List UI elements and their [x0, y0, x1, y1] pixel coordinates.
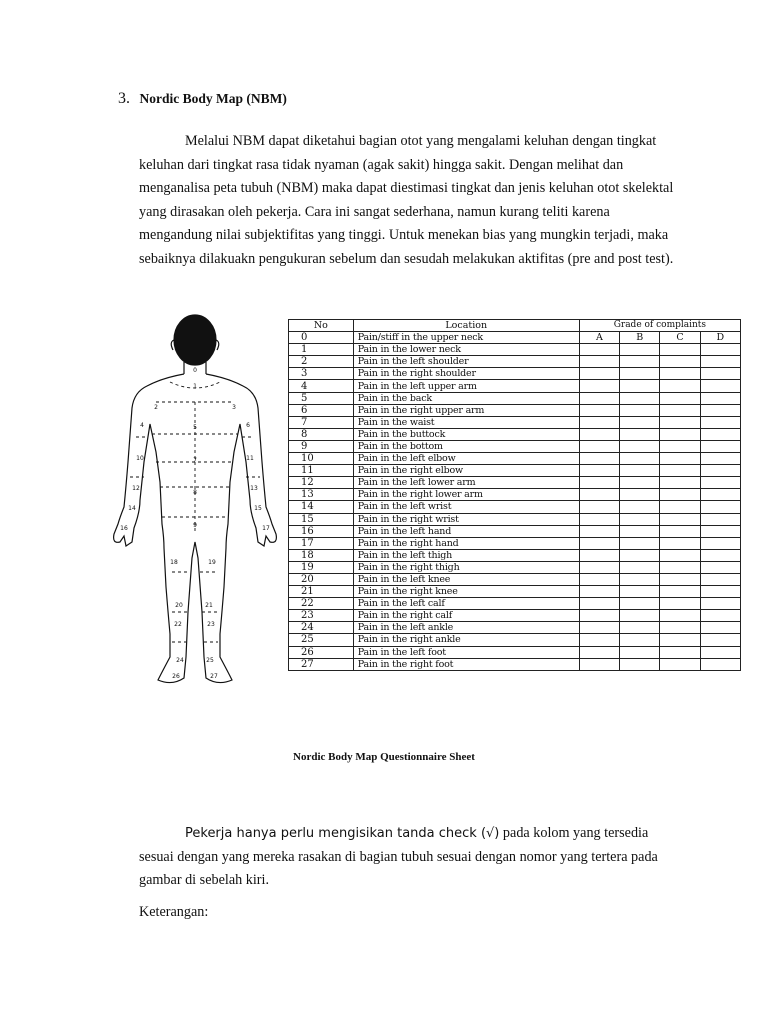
row-location: Pain in the lower neck — [353, 344, 579, 356]
row-location: Pain/stiff in the upper neck — [353, 332, 579, 344]
row-number: 9 — [289, 440, 354, 452]
grade-checkbox-cell[interactable] — [700, 489, 740, 501]
region-label-9: 9 — [193, 522, 197, 529]
region-label-7: 7 — [193, 457, 197, 464]
grade-checkbox-cell[interactable] — [579, 428, 619, 440]
table-row — [289, 525, 741, 537]
row-number: 0 — [289, 332, 354, 344]
grade-checkbox-cell[interactable] — [700, 344, 740, 356]
grade-checkbox-cell[interactable] — [579, 646, 619, 658]
row-location: Pain in the right wrist — [353, 513, 579, 525]
grade-checkbox-cell[interactable] — [579, 489, 619, 501]
grade-checkbox-cell[interactable] — [660, 513, 700, 525]
table-row — [289, 428, 741, 440]
grade-checkbox-cell[interactable] — [660, 634, 700, 646]
table-header-row — [289, 320, 741, 332]
row-number: 16 — [289, 525, 354, 537]
grade-checkbox-cell[interactable] — [660, 573, 700, 585]
region-label-1: 1 — [193, 383, 197, 390]
grade-checkbox-cell[interactable] — [579, 416, 619, 428]
row-number: 11 — [289, 465, 354, 477]
grade-checkbox-cell[interactable] — [620, 489, 660, 501]
grade-checkbox-cell[interactable] — [700, 549, 740, 561]
table-row — [289, 416, 741, 428]
header-no: No — [289, 320, 354, 332]
grade-checkbox-cell[interactable] — [579, 634, 619, 646]
table-row — [289, 453, 741, 465]
row-number: 24 — [289, 622, 354, 634]
table-row — [289, 658, 741, 670]
grade-checkbox-cell[interactable] — [620, 586, 660, 598]
grade-checkbox-cell[interactable] — [700, 513, 740, 525]
grade-checkbox-cell[interactable] — [660, 525, 700, 537]
section-heading — [118, 90, 287, 108]
grade-checkbox-cell[interactable] — [620, 344, 660, 356]
grade-checkbox-cell[interactable] — [660, 368, 700, 380]
grade-checkbox-cell[interactable] — [620, 513, 660, 525]
grade-checkbox-cell[interactable] — [620, 356, 660, 368]
table-row — [289, 356, 741, 368]
grade-checkbox-cell[interactable] — [620, 392, 660, 404]
grade-column-b: B — [620, 332, 660, 344]
grade-checkbox-cell[interactable] — [700, 622, 740, 634]
row-number: 7 — [289, 416, 354, 428]
row-number: 8 — [289, 428, 354, 440]
nbm-questionnaire-table — [288, 319, 741, 671]
region-label-6: 6 — [246, 422, 250, 429]
grade-checkbox-cell[interactable] — [579, 440, 619, 452]
table-row — [289, 489, 741, 501]
row-location: Pain in the right calf — [353, 610, 579, 622]
row-number: 18 — [289, 549, 354, 561]
row-number: 17 — [289, 537, 354, 549]
grade-checkbox-cell[interactable] — [620, 658, 660, 670]
region-label-26: 26 — [172, 673, 180, 680]
grade-checkbox-cell[interactable] — [660, 380, 700, 392]
instruction-paragraph-rest: pada kolom yang tersedia sesuai dengan yang mereka rasakan di bagian tubuh sesuai dengan nomor yang tertera pada gambar di sebelah kiri. — [139, 825, 658, 889]
grade-checkbox-cell[interactable] — [620, 646, 660, 658]
row-number: 5 — [289, 392, 354, 404]
grade-checkbox-cell[interactable] — [700, 416, 740, 428]
region-label-19: 19 — [208, 559, 216, 566]
grade-column-a: A — [579, 332, 619, 344]
grade-checkbox-cell[interactable] — [660, 537, 700, 549]
region-label-3: 3 — [232, 404, 236, 411]
row-number: 27 — [289, 658, 354, 670]
row-location: Pain in the back — [353, 392, 579, 404]
row-location: Pain in the left wrist — [353, 501, 579, 513]
grade-checkbox-cell[interactable] — [660, 428, 700, 440]
grade-checkbox-cell[interactable] — [700, 440, 740, 452]
table-row — [289, 513, 741, 525]
row-location: Pain in the left elbow — [353, 453, 579, 465]
grade-checkbox-cell[interactable] — [660, 453, 700, 465]
grade-checkbox-cell[interactable] — [700, 380, 740, 392]
grade-checkbox-cell[interactable] — [660, 356, 700, 368]
table-row — [289, 465, 741, 477]
grade-checkbox-cell[interactable] — [700, 537, 740, 549]
row-location: Pain in the left knee — [353, 573, 579, 585]
row-number: 20 — [289, 573, 354, 585]
table-row — [289, 537, 741, 549]
instruction-paragraph-lead: Pekerja hanya perlu mengisikan tanda check (√) — [185, 826, 500, 841]
grade-checkbox-cell[interactable] — [660, 392, 700, 404]
grade-checkbox-cell[interactable] — [579, 658, 619, 670]
grade-checkbox-cell[interactable] — [620, 610, 660, 622]
grade-checkbox-cell[interactable] — [579, 344, 619, 356]
grade-checkbox-cell[interactable] — [660, 501, 700, 513]
grade-column-c: C — [660, 332, 700, 344]
header-grade — [579, 320, 740, 332]
intro-paragraph-text: Melalui NBM dapat diketahui bagian otot yang mengalami keluhan dengan tingkat keluhan dari tingkat rasa tidak nyaman (agak sakit) hingga sakit. Dengan melihat dan menganalisa peta tubuh (NBM) maka dapat diestimasi tingkat dan jenis keluhan otot skelektal yang dirasakan oleh pekerja. Cara ini sangat sederhana, namun kurang teliti karena mengandung nilai subjektifitas yang tinggi. Untuk menekan bias yang mungkin terjadi, maka sebaiknya dilakuakn pengukuran sebelum dan sesudah melakukan aktifitas (pre and post test). — [139, 133, 674, 267]
grade-checkbox-cell[interactable] — [700, 477, 740, 489]
grade-checkbox-cell[interactable] — [700, 501, 740, 513]
region-label-8: 8 — [193, 489, 197, 496]
row-number: 10 — [289, 453, 354, 465]
grade-checkbox-cell[interactable] — [620, 465, 660, 477]
grade-checkbox-cell[interactable] — [660, 646, 700, 658]
row-location: Pain in the right ankle — [353, 634, 579, 646]
table-row — [289, 622, 741, 634]
grade-checkbox-cell[interactable] — [700, 634, 740, 646]
region-label-14: 14 — [128, 505, 136, 512]
row-location: Pain in the left thigh — [353, 549, 579, 561]
grade-checkbox-cell[interactable] — [700, 428, 740, 440]
row-number: 4 — [289, 380, 354, 392]
grade-checkbox-cell[interactable] — [579, 573, 619, 585]
grade-checkbox-cell[interactable] — [620, 440, 660, 452]
region-label-5: 5 — [193, 424, 197, 431]
grade-checkbox-cell[interactable] — [660, 598, 700, 610]
grade-checkbox-cell[interactable] — [660, 586, 700, 598]
region-label-2: 2 — [154, 404, 158, 411]
grade-checkbox-cell[interactable] — [579, 610, 619, 622]
header-location: Location — [353, 320, 579, 332]
body-map-illustration — [112, 312, 278, 697]
grade-checkbox-cell[interactable] — [660, 440, 700, 452]
grade-checkbox-cell[interactable] — [700, 356, 740, 368]
row-location: Pain in the left foot — [353, 646, 579, 658]
grade-checkbox-cell[interactable] — [620, 380, 660, 392]
grade-checkbox-cell[interactable] — [620, 428, 660, 440]
grade-checkbox-cell[interactable] — [579, 501, 619, 513]
grade-checkbox-cell[interactable] — [579, 586, 619, 598]
row-number: 6 — [289, 404, 354, 416]
grade-checkbox-cell[interactable] — [660, 416, 700, 428]
grade-checkbox-cell[interactable] — [660, 344, 700, 356]
row-number: 13 — [289, 489, 354, 501]
row-number: 14 — [289, 501, 354, 513]
row-location: Pain in the right thigh — [353, 561, 579, 573]
region-label-27: 27 — [210, 673, 218, 680]
row-number: 19 — [289, 561, 354, 573]
grade-checkbox-cell[interactable] — [700, 610, 740, 622]
table-row — [289, 501, 741, 513]
grade-checkbox-cell[interactable] — [700, 598, 740, 610]
table-row — [289, 368, 741, 380]
grade-checkbox-cell[interactable] — [620, 477, 660, 489]
figure-caption: Nordic Body Map Questionnaire Sheet — [293, 751, 475, 763]
table-row — [289, 380, 741, 392]
table-row — [289, 477, 741, 489]
grade-checkbox-cell[interactable] — [620, 573, 660, 585]
row-location: Pain in the left hand — [353, 525, 579, 537]
row-number: 22 — [289, 598, 354, 610]
row-location: Pain in the left calf — [353, 598, 579, 610]
grade-checkbox-cell[interactable] — [620, 404, 660, 416]
grade-checkbox-cell[interactable] — [579, 561, 619, 573]
table-row — [289, 598, 741, 610]
grade-checkbox-cell[interactable] — [579, 549, 619, 561]
grade-checkbox-cell[interactable] — [620, 501, 660, 513]
intro-paragraph — [139, 130, 679, 272]
row-number: 21 — [289, 586, 354, 598]
region-label-24: 24 — [176, 657, 184, 664]
table-row — [289, 549, 741, 561]
row-location: Pain in the right lower arm — [353, 489, 579, 501]
grade-checkbox-cell[interactable] — [700, 658, 740, 670]
table-row — [289, 332, 741, 344]
region-label-21: 21 — [205, 602, 213, 609]
grade-checkbox-cell[interactable] — [579, 356, 619, 368]
grade-checkbox-cell[interactable] — [700, 404, 740, 416]
row-number: 2 — [289, 356, 354, 368]
region-label-4: 4 — [140, 422, 144, 429]
region-label-13: 13 — [250, 485, 258, 492]
region-label-17: 17 — [262, 525, 270, 532]
row-location: Pain in the right elbow — [353, 465, 579, 477]
region-label-20: 20 — [175, 602, 183, 609]
grade-checkbox-cell[interactable] — [579, 392, 619, 404]
row-location: Pain in the right hand — [353, 537, 579, 549]
grade-checkbox-cell[interactable] — [579, 453, 619, 465]
grade-checkbox-cell[interactable] — [620, 561, 660, 573]
region-label-15: 15 — [254, 505, 262, 512]
grade-checkbox-cell[interactable] — [579, 380, 619, 392]
grade-checkbox-cell[interactable] — [620, 537, 660, 549]
region-label-11: 11 — [246, 455, 254, 462]
grade-checkbox-cell[interactable] — [700, 561, 740, 573]
region-label-10: 10 — [136, 455, 144, 462]
grade-checkbox-cell[interactable] — [660, 610, 700, 622]
grade-checkbox-cell[interactable] — [579, 368, 619, 380]
section-number: 3. — [118, 90, 130, 107]
row-location: Pain in the right knee — [353, 586, 579, 598]
grade-checkbox-cell[interactable] — [579, 537, 619, 549]
grade-checkbox-cell[interactable] — [620, 368, 660, 380]
table-row — [289, 646, 741, 658]
row-location: Pain in the left lower arm — [353, 477, 579, 489]
grade-checkbox-cell[interactable] — [700, 525, 740, 537]
table-row — [289, 610, 741, 622]
row-number: 1 — [289, 344, 354, 356]
grade-checkbox-cell[interactable] — [579, 622, 619, 634]
row-location: Pain in the left shoulder — [353, 356, 579, 368]
grade-checkbox-cell[interactable] — [579, 477, 619, 489]
table-row — [289, 344, 741, 356]
grade-checkbox-cell[interactable] — [620, 549, 660, 561]
grade-checkbox-cell[interactable] — [660, 658, 700, 670]
row-location: Pain in the left upper arm — [353, 380, 579, 392]
grade-checkbox-cell[interactable] — [700, 453, 740, 465]
grade-checkbox-cell[interactable] — [660, 561, 700, 573]
grade-checkbox-cell[interactable] — [620, 598, 660, 610]
grade-column-d: D — [700, 332, 740, 344]
region-label-23: 23 — [207, 621, 215, 628]
table-row — [289, 586, 741, 598]
header-grade-label: Grade of complaints — [613, 320, 707, 331]
grade-checkbox-cell[interactable] — [620, 416, 660, 428]
grade-checkbox-cell[interactable] — [660, 477, 700, 489]
region-label-18: 18 — [170, 559, 178, 566]
row-location: Pain in the waist — [353, 416, 579, 428]
row-location: Pain in the right upper arm — [353, 404, 579, 416]
region-label-12: 12 — [132, 485, 140, 492]
table-body — [289, 332, 741, 671]
grade-checkbox-cell[interactable] — [620, 622, 660, 634]
table-row — [289, 573, 741, 585]
row-location: Pain in the left ankle — [353, 622, 579, 634]
grade-checkbox-cell[interactable] — [660, 622, 700, 634]
grade-checkbox-cell[interactable] — [579, 404, 619, 416]
table-row — [289, 404, 741, 416]
grade-checkbox-cell[interactable] — [700, 573, 740, 585]
table-row — [289, 392, 741, 404]
row-number: 3 — [289, 368, 354, 380]
grade-checkbox-cell[interactable] — [700, 586, 740, 598]
row-location: Pain in the bottom — [353, 440, 579, 452]
region-label-0: 0 — [193, 367, 197, 374]
grade-checkbox-cell[interactable] — [620, 453, 660, 465]
grade-checkbox-cell[interactable] — [579, 598, 619, 610]
grade-checkbox-cell[interactable] — [700, 465, 740, 477]
grade-checkbox-cell[interactable] — [579, 525, 619, 537]
grade-checkbox-cell[interactable] — [620, 634, 660, 646]
grade-checkbox-cell[interactable] — [700, 392, 740, 404]
row-location: Pain in the right foot — [353, 658, 579, 670]
table-row — [289, 634, 741, 646]
grade-checkbox-cell[interactable] — [700, 646, 740, 658]
instruction-paragraph — [139, 822, 679, 893]
row-number: 12 — [289, 477, 354, 489]
row-number: 23 — [289, 610, 354, 622]
nbm-figure — [108, 312, 725, 708]
region-label-16: 16 — [120, 525, 128, 532]
region-label-25: 25 — [206, 657, 214, 664]
row-number: 26 — [289, 646, 354, 658]
row-location: Pain in the right shoulder — [353, 368, 579, 380]
grade-checkbox-cell[interactable] — [660, 465, 700, 477]
table-row — [289, 440, 741, 452]
row-number: 15 — [289, 513, 354, 525]
grade-checkbox-cell[interactable] — [579, 465, 619, 477]
grade-checkbox-cell[interactable] — [660, 404, 700, 416]
grade-checkbox-cell[interactable] — [579, 513, 619, 525]
section-title: Nordic Body Map (NBM) — [139, 91, 287, 106]
grade-checkbox-cell[interactable] — [620, 525, 660, 537]
grade-checkbox-cell[interactable] — [700, 368, 740, 380]
keterangan-label: Keterangan: — [139, 904, 209, 920]
grade-checkbox-cell[interactable] — [660, 489, 700, 501]
grade-checkbox-cell[interactable] — [660, 549, 700, 561]
region-label-22: 22 — [174, 621, 182, 628]
row-number: 25 — [289, 634, 354, 646]
table-row — [289, 561, 741, 573]
row-location: Pain in the buttock — [353, 428, 579, 440]
